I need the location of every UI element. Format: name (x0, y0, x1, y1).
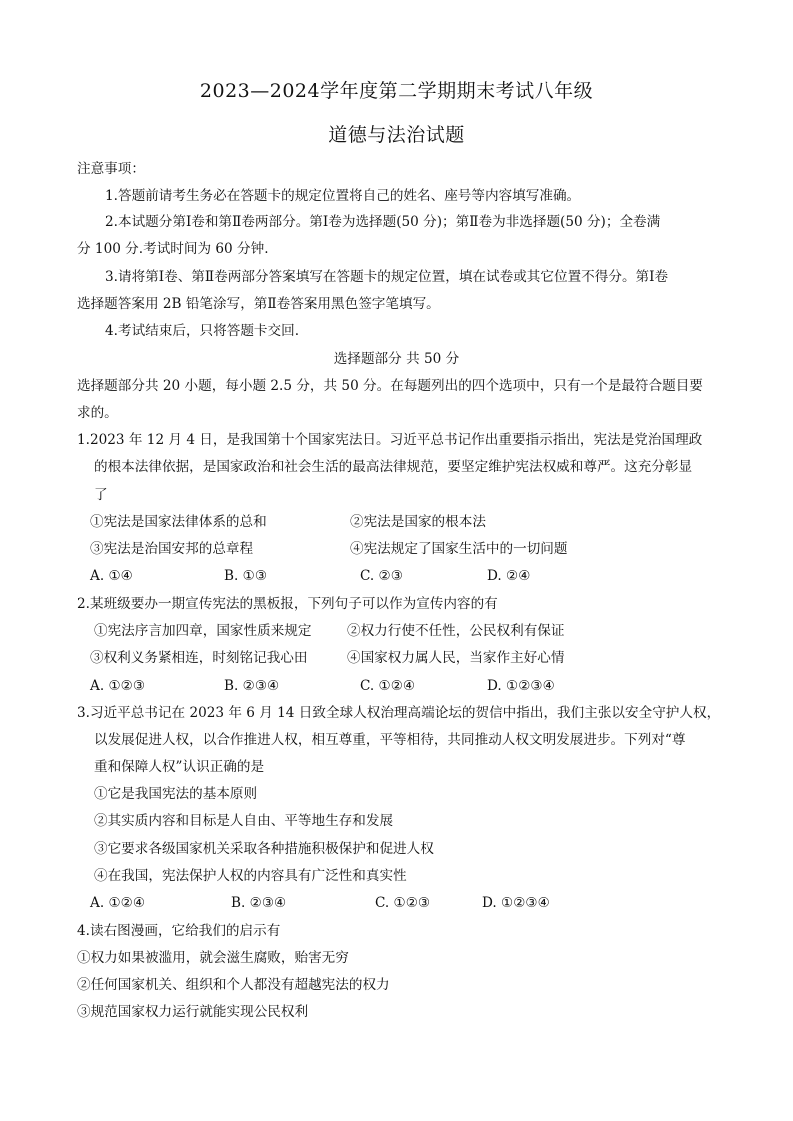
q3-item: ③它要求各级国家机关采取各种措施积极保护和促进人权 (94, 841, 434, 857)
q3-choice-a: A. ①②④ (90, 895, 146, 911)
section-intro-line: 选择题部分共 20 小题，每小题 2.5 分，共 50 分。在每题列出的四个选项中，只有一个是最符合题目要 (77, 378, 703, 394)
q2-choice-d: D. ①②③④ (487, 678, 555, 694)
q2-item: ②权力行使不任性，公民权利有保证 (347, 623, 565, 639)
q1-stem-line: 的根本法律依据，是国家政治和社会生活的最高法律规范，要坚定维护宪法权威和尊严。这充分彰显 (94, 459, 693, 475)
q2-item: ①宪法序言加四章，国家性质来规定 (94, 623, 312, 639)
section-intro-line: 求的。 (77, 405, 118, 421)
q3-stem-line: 3.习近平总书记在 2023 年 6 月 14 日致全球人权治理高端论坛的贺信中指出，我们主张以安全守护人权， (77, 705, 721, 721)
q3-item: ④在我国，宪法保护人权的内容具有广泛性和真实性 (94, 868, 407, 884)
notice-line: 选择题答案用 2B 铅笔涂写，第Ⅱ卷答案用黑色签字笔填写。 (77, 296, 440, 312)
q4-item: ②任何国家机关、组织和个人都没有超越宪法的权力 (77, 977, 390, 993)
q3-choice-b: B. ②③④ (231, 895, 287, 911)
exam-title: 2023—2024学年度第二学期期末考试八年级 (199, 80, 594, 102)
q1-item: ①宪法是国家法律体系的总和 (90, 514, 267, 530)
exam-subtitle: 道德与法治试题 (328, 124, 465, 146)
q2-item: ④国家权力属人民，当家作主好心情 (347, 650, 565, 666)
notice-line: 1.答题前请考生务必在答题卡的规定位置将自己的姓名、座号等内容填写准确。 (105, 188, 581, 204)
q3-choice-d: D. ①②③④ (482, 895, 550, 911)
q2-choice-a: A. ①②③ (90, 678, 146, 694)
q1-choice-c: C. ②③ (360, 568, 403, 584)
q2-stem-line: 2.某班级要办一期宣传宪法的黑板报，下列句子可以作为宣传内容的有 (77, 596, 498, 612)
q4-item: ①权力如果被滥用，就会滋生腐败，贻害无穷 (77, 950, 349, 966)
q3-stem-line: 重和保障人权”认识正确的是 (94, 759, 265, 775)
notice-line: 2.本试题分第Ⅰ卷和第Ⅱ卷两部分。第Ⅰ卷为选择题(50 分)；第Ⅱ卷为非选择题(50 分)；全卷满 (105, 214, 661, 230)
notice-line: 分 100 分.考试时间为 60 分钟. (77, 241, 269, 257)
notice-line: 4.考试结束后，只将答题卡交回. (105, 323, 300, 339)
notice-line: 3.请将第Ⅰ卷、第Ⅱ卷两部分答案填写在答题卡的规定位置，填在试卷或其它位置不得分。第Ⅰ卷 (105, 269, 669, 285)
q3-stem-line: 以发展促进人权，以合作推进人权，相互尊重，平等相待，共同推动人权文明发展进步。下列对“尊 (94, 732, 686, 748)
q2-choice-b: B. ②③④ (224, 678, 280, 694)
q1-item: ③宪法是治国安邦的总章程 (90, 541, 254, 557)
q2-item: ③权利义务紧相连，时刻铭记我心田 (90, 650, 308, 666)
q3-item: ①它是我国宪法的基本原则 (94, 786, 258, 802)
q1-stem-line: 了 (94, 487, 108, 503)
q2-choice-c: C. ①②④ (360, 678, 416, 694)
section-heading: 选择题部分 共 50 分 (333, 351, 460, 367)
q1-choice-a: A. ①④ (90, 568, 133, 584)
q1-stem-line: 1.2023 年 12 月 4 日，是我国第十个国家宪法日。习近平总书记作出重要指示指出，宪法是党治国理政 (77, 432, 703, 448)
notice-heading: 注意事项： (77, 161, 145, 177)
q1-choice-d: D. ②④ (487, 568, 531, 584)
q1-choice-b: B. ①③ (224, 568, 268, 584)
q3-item: ②其实质内容和目标是人自由、平等地生存和发展 (94, 813, 394, 829)
q3-choice-c: C. ①②③ (375, 895, 431, 911)
q1-item: ②宪法是国家的根本法 (350, 514, 486, 530)
q4-stem-line: 4.读右图漫画，它给我们的启示有 (77, 923, 281, 939)
q1-item: ④宪法规定了国家生活中的一切问题 (350, 541, 568, 557)
q4-item: ③规范国家权力运行就能实现公民权利 (77, 1004, 309, 1020)
